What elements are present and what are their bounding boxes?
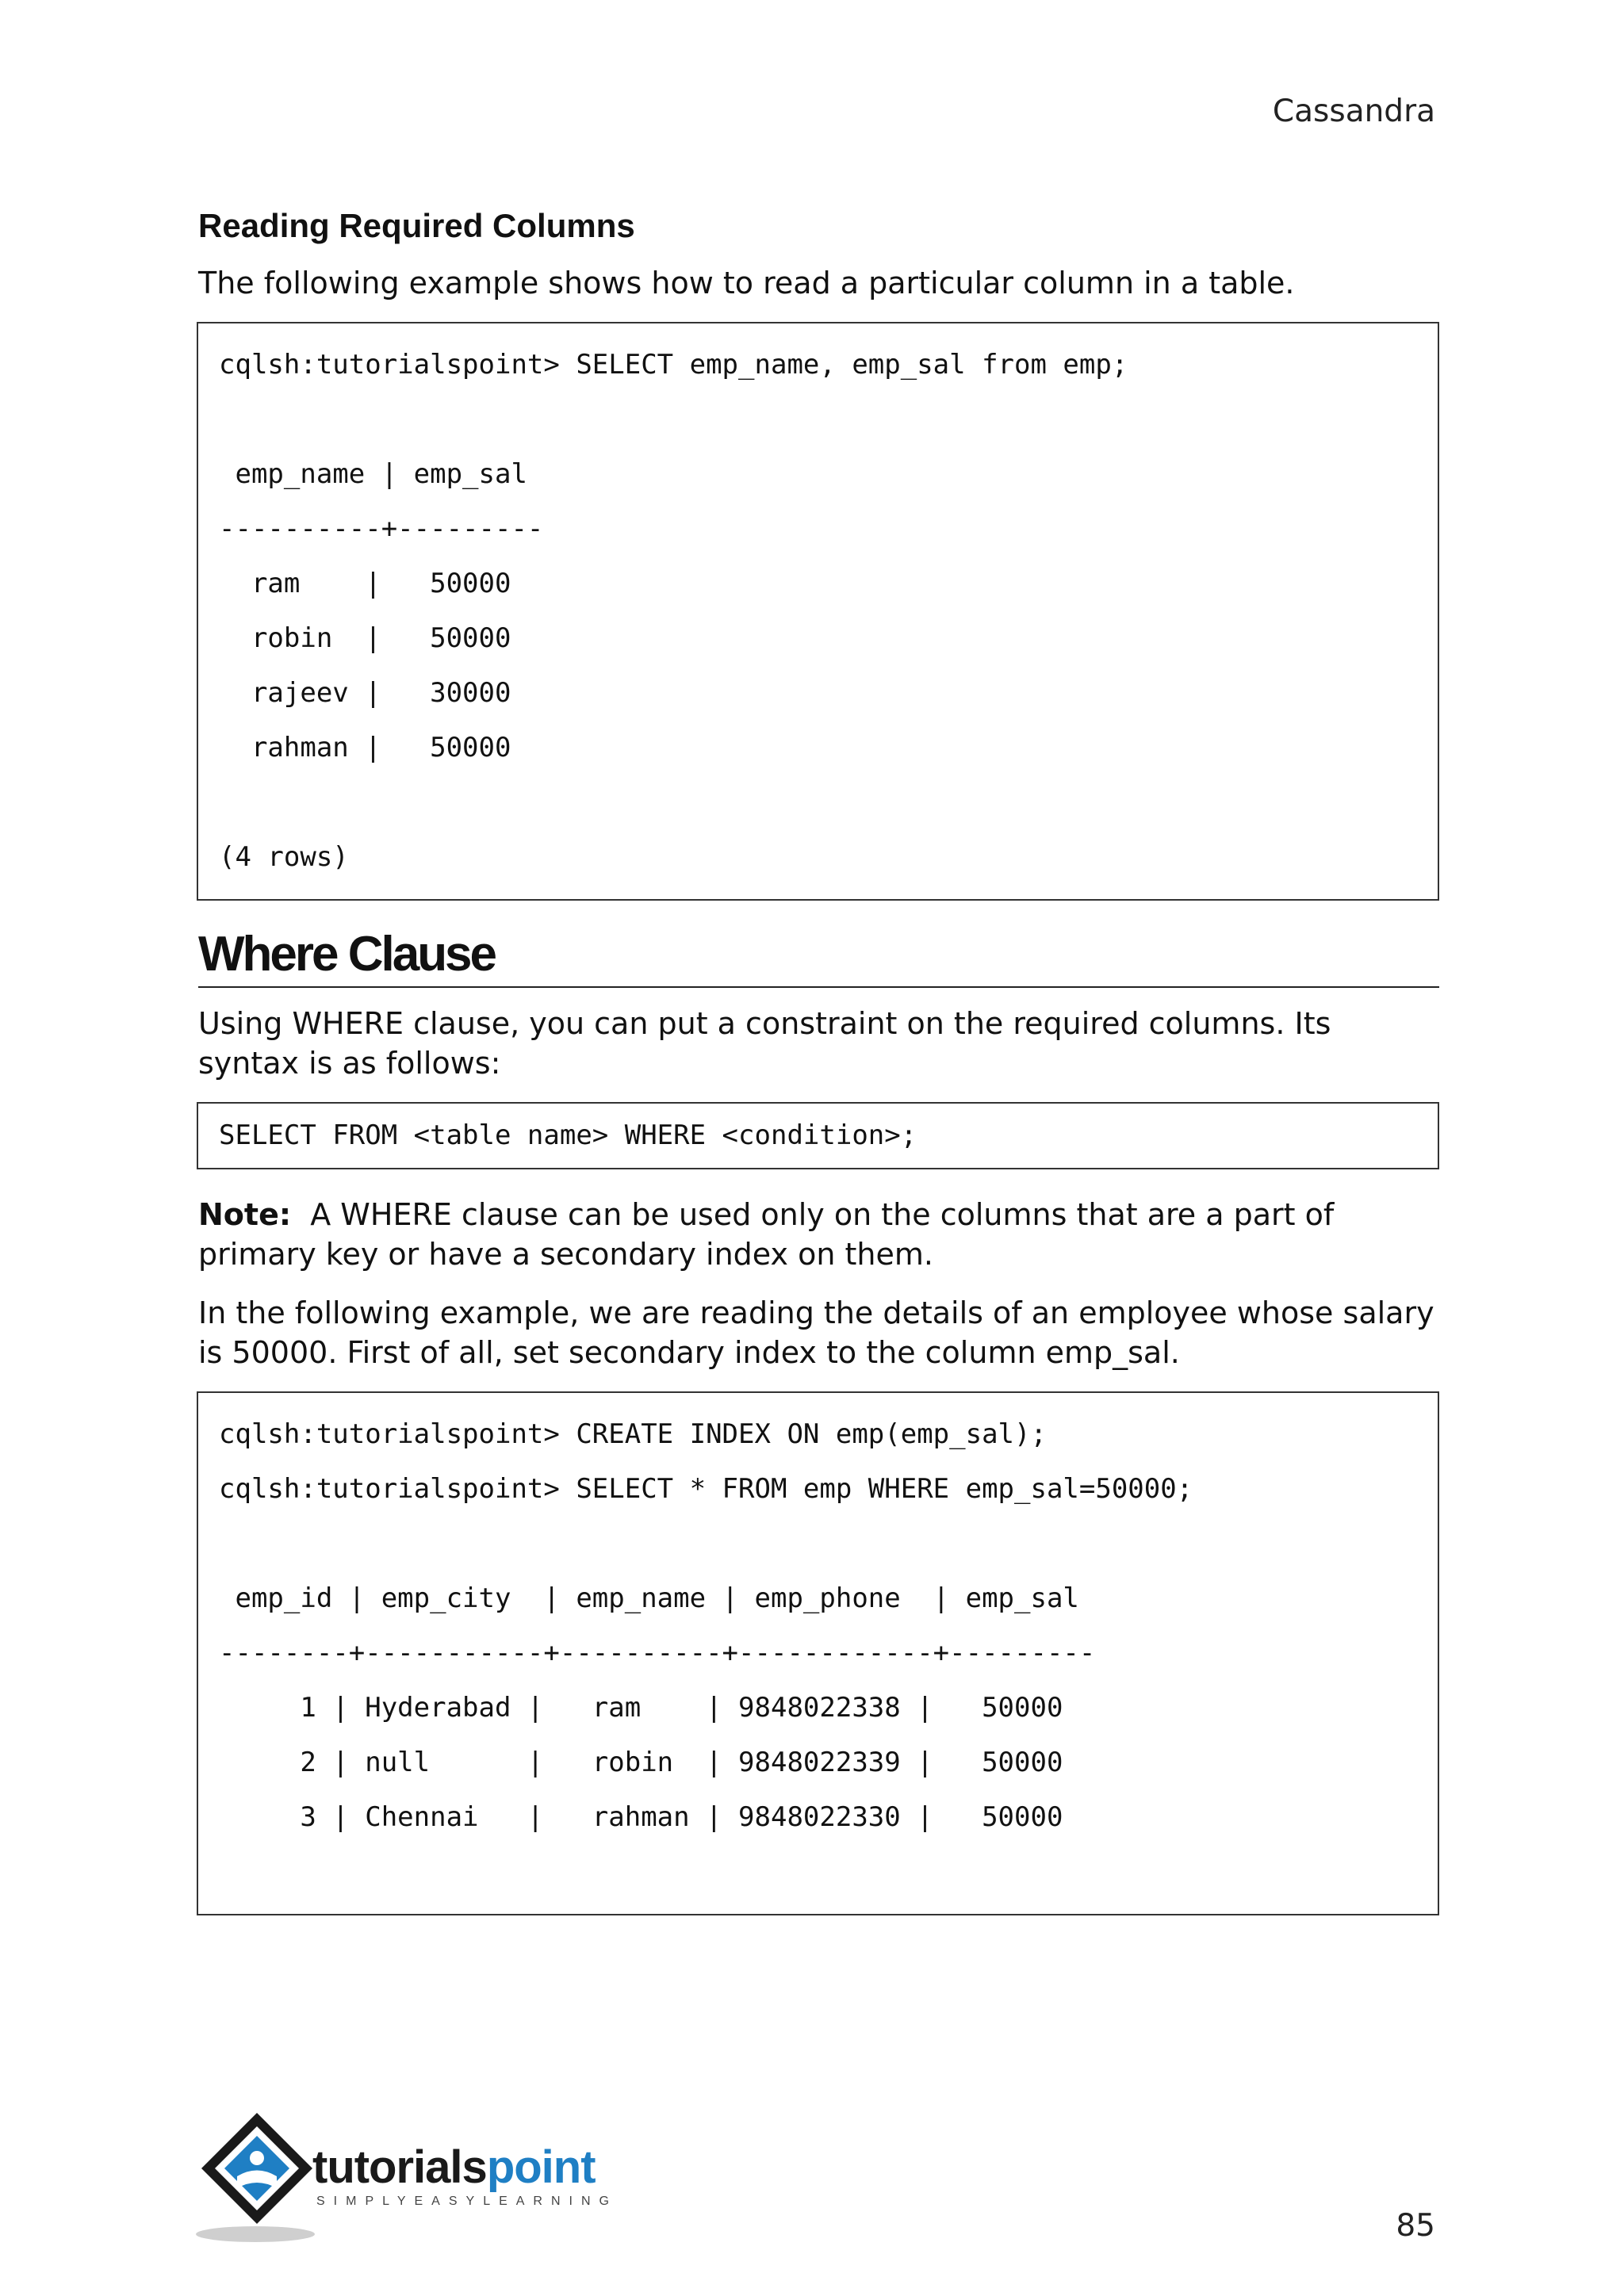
code-line: cqlsh:tutorialspoint> CREATE INDEX ON emp(emp_sal); (219, 1418, 1047, 1450)
subsection-heading: Reading Required Columns (198, 207, 635, 244)
code-line: 2 | null | robin | 9848022339 | 50000 (219, 1746, 1063, 1778)
section1-intro: The following example shows how to read a particular column in a table. (198, 266, 1295, 301)
code-line: 3 | Chennai | rahman | 9848022330 | 50000 (219, 1800, 1063, 1833)
section2-intro: Using WHERE clause, you can put a constraint on the required columns. Its syntax is as follows: (198, 1005, 1331, 1081)
logo-wordmark: tutorialspoint (312, 2141, 596, 2193)
code-line: cqlsh:tutorialspoint> SELECT emp_name, emp_sal from emp; (219, 349, 1128, 381)
tutorialspoint-logo (193, 2109, 622, 2244)
code-line (219, 775, 1417, 830)
note-label: Note: (198, 1196, 292, 1232)
code-line: rahman | 50000 (219, 732, 511, 764)
logo-tagline: SIMPLYEASYLEARNING (316, 2195, 618, 2208)
code-line: 1 | Hyderabad | ram | 9848022338 | 50000 (219, 1691, 1063, 1724)
logo-diamond-icon (193, 2109, 320, 2244)
page-number: 85 (1396, 2208, 1435, 2244)
running-header: Cassandra (1272, 94, 1435, 129)
note-text: A WHERE clause can be used only on the columns that are a part of primary key or have a secondary index on them. (198, 1196, 1335, 1272)
code-line (219, 392, 1417, 447)
code-block-syntax (197, 1102, 1439, 1169)
code-line: emp_id | emp_city | emp_name | emp_phone | emp_sal (219, 1582, 1079, 1614)
section-title: Where Clause (198, 926, 1439, 987)
code-line: emp_name | emp_sal (219, 458, 527, 491)
code-line: --------+-----------+----------+------------+--------- (219, 1636, 1096, 1669)
page-content (198, 206, 1439, 1941)
code-line: rajeev | 30000 (219, 677, 511, 710)
code-line: ram | 50000 (219, 568, 511, 600)
code-line: ----------+--------- (219, 513, 544, 545)
code-line: cqlsh:tutorialspoint> SELECT * FROM emp WHERE emp_sal=50000; (219, 1472, 1193, 1505)
code-block-where-query (197, 1391, 1439, 1915)
code-block-select-columns (197, 322, 1439, 901)
code-line (219, 1845, 1417, 1900)
example-intro: In the following example, we are reading the details of an employee whose salary is 50000. First of all, set secondary index to the column emp_sal. (198, 1295, 1434, 1370)
note-paragraph (198, 1195, 1439, 1274)
code-line: SELECT FROM <table name> WHERE <condition>; (219, 1119, 917, 1151)
code-line (219, 1517, 1417, 1571)
code-line: (4 rows) (219, 841, 349, 874)
code-line: robin | 50000 (219, 622, 511, 655)
